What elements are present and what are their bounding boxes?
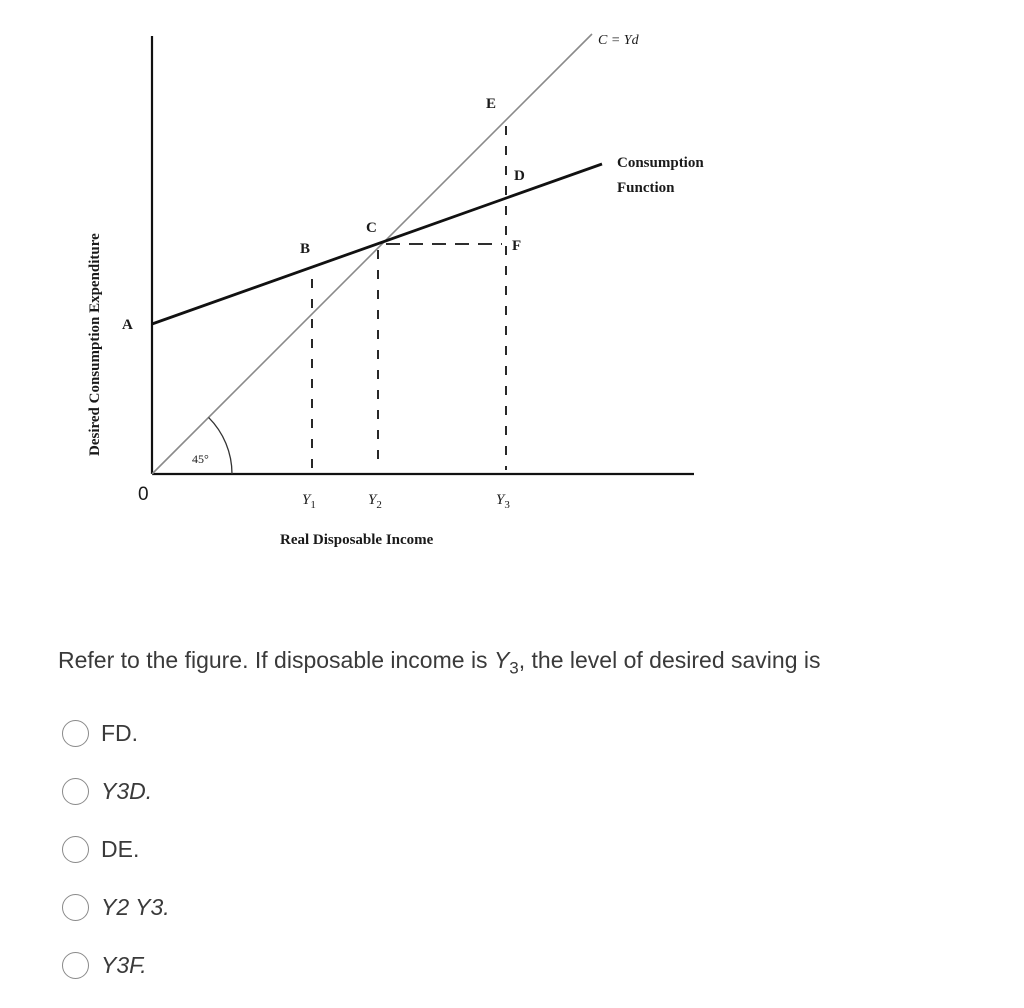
choice-y3f[interactable] <box>62 950 170 980</box>
choice-label: FD. <box>101 719 139 746</box>
question-text <box>58 640 1008 689</box>
radio-button[interactable] <box>62 720 89 747</box>
radio-button[interactable] <box>62 894 89 921</box>
series-line-consumption-function <box>152 164 602 324</box>
choice-y3d[interactable] <box>62 776 170 806</box>
x-tick-label-y2: $Y_2$ <box>368 492 382 511</box>
series-line-c-equals-yd <box>152 34 592 474</box>
x-tick-subscript: 1 <box>310 499 316 511</box>
x-axis-label: Real Disposable Income <box>280 532 434 548</box>
choice-y2y3[interactable] <box>62 892 170 922</box>
angle-arc <box>209 417 232 474</box>
question-variable: $Y_3$ <box>493 647 519 678</box>
radio-button[interactable] <box>62 836 89 863</box>
choice-label: Y3F. <box>101 951 147 978</box>
point-label-b: B <box>300 241 311 257</box>
radio-button[interactable] <box>62 778 89 805</box>
x-tick-label-y1: $Y_1$ <box>302 492 316 511</box>
point-label-f: F <box>512 238 522 254</box>
x-tick-label-y3: $Y_3$ <box>496 492 510 511</box>
question-after: , the level of desired saving is <box>518 647 821 673</box>
radio-button[interactable] <box>62 952 89 979</box>
series-label-consumption-function-line: Consumption <box>617 155 704 171</box>
point-label-c: C <box>366 220 377 236</box>
series-label-c-equals-yd: C = Yd <box>598 33 639 48</box>
point-label-d: D <box>514 168 525 184</box>
choice-label: Y2 Y3. <box>101 893 170 920</box>
point-label-e: E <box>486 96 497 112</box>
answer-choices <box>62 718 170 1008</box>
choice-label: Y3D. <box>101 777 153 804</box>
x-tick-subscript: 2 <box>376 499 382 511</box>
choice-de[interactable] <box>62 834 170 864</box>
origin-label: 0 <box>138 484 149 505</box>
series-label-consumption-function-line: Function <box>617 180 675 196</box>
y-axis-label: Desired Consumption Expenditure <box>87 233 103 456</box>
x-tick-subscript: 3 <box>504 499 510 511</box>
point-label-a: A <box>122 317 133 333</box>
choice-fd[interactable] <box>62 718 170 748</box>
angle-label: 45° <box>192 452 209 466</box>
choice-label: DE. <box>101 835 140 862</box>
question-before: Refer to the figure. If disposable income is <box>58 647 494 673</box>
